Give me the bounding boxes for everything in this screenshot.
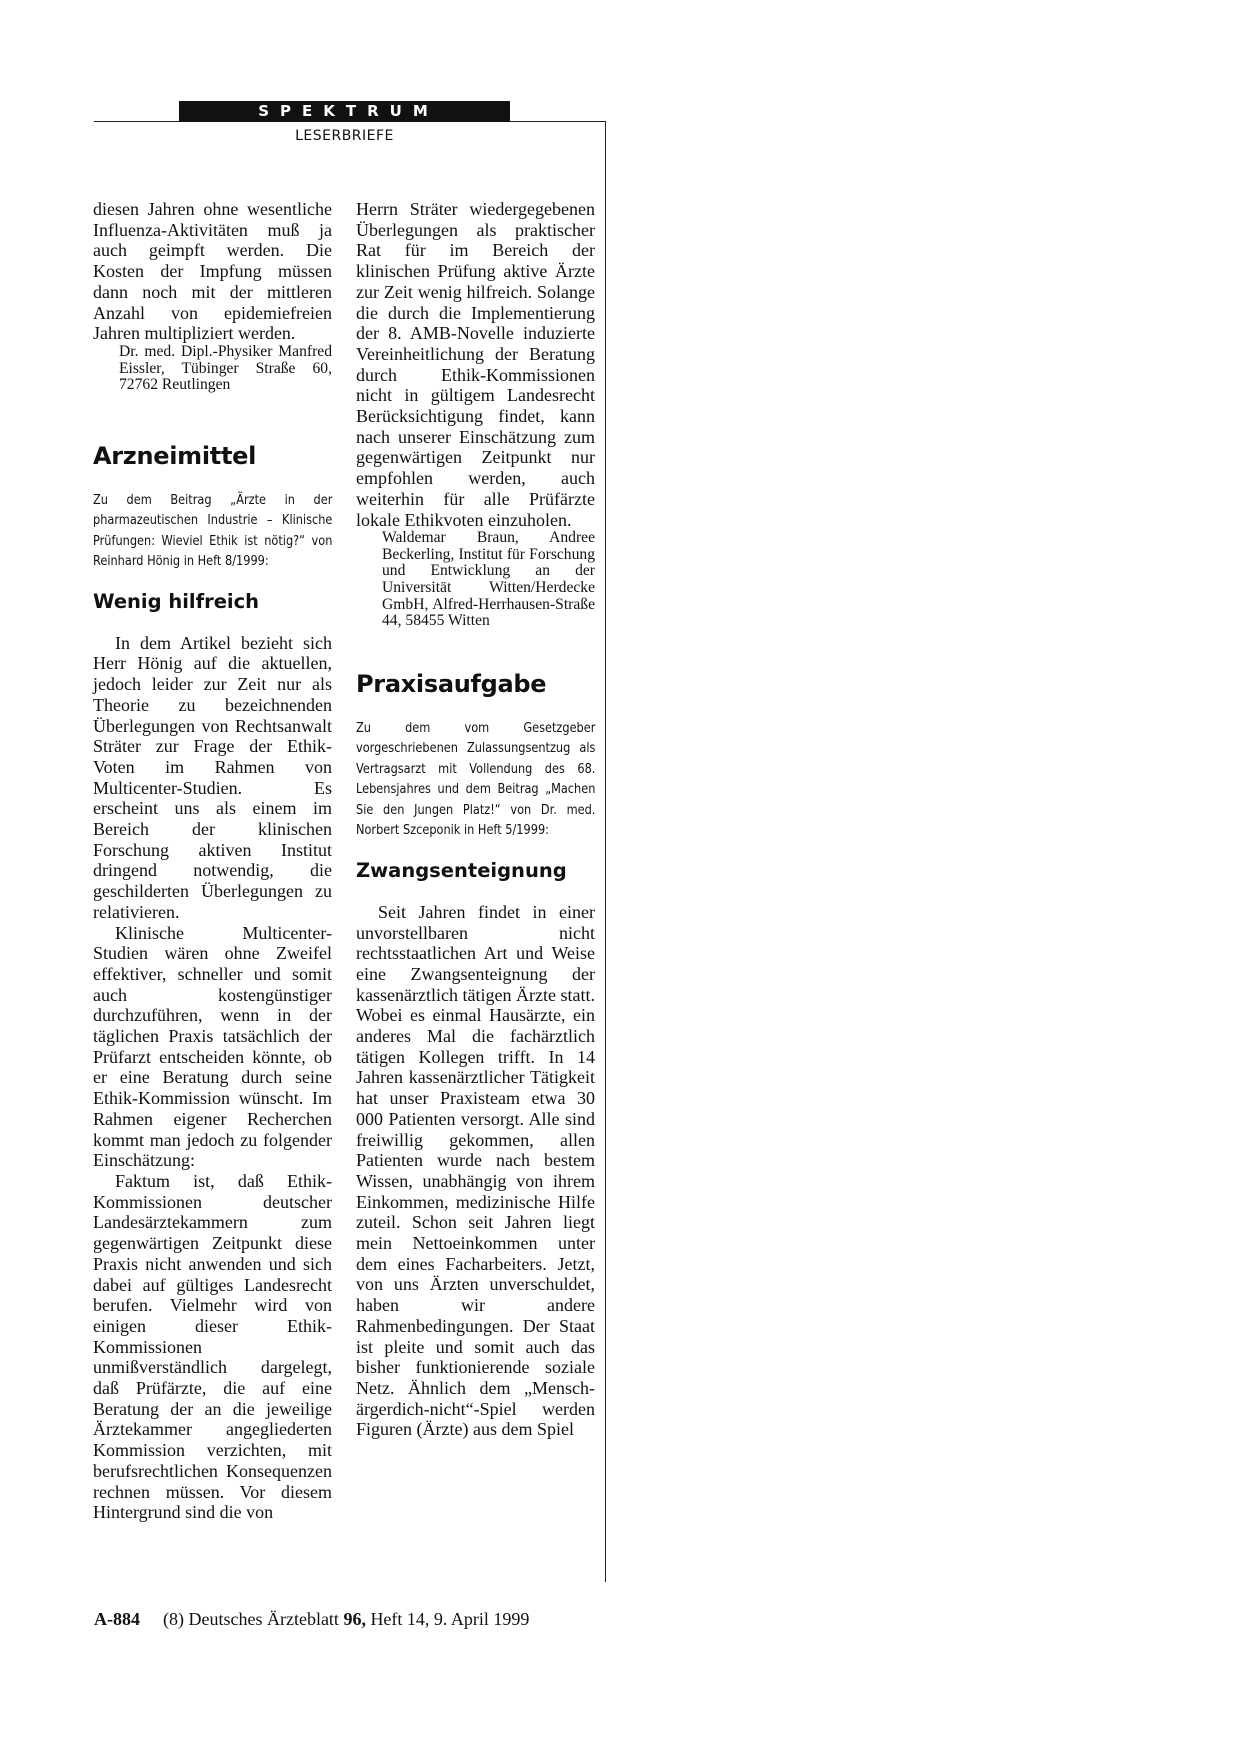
letter1-paragraph: diesen Jahren ohne wesentliche Influenza-Aktivitäten muß ja auch geimpft werden. Die Kosten der Impfung müssen dann noch mit der mittleren Anzahl von epidemiefreien Jahren multipliziert werden. bbox=[93, 199, 332, 344]
letter2-paragraph-2: Klinische Multicenter-Studien wären ohne Zweifel effektiver, schneller und somit auch kostengünstiger durchzuführen, wenn in der täglichen Praxis tatsächlich der Prüfarzt entscheiden könnte, ob er eine Beratung durch seine Ethik-Kommission wünscht. Im Rahmen eigener Recherchen kommt man jedoch zu folgender Einschätzung: bbox=[93, 922, 332, 1171]
letter3-title: Zwangsenteignung bbox=[356, 858, 567, 882]
letter2-signature: Waldemar Braun, Andree Beckerling, Institut für Forschung und Entwicklung an der Universität Witten/Herdecke GmbH, Alfred-Herrhausen-Straße 44, 58455 Witten bbox=[382, 529, 595, 630]
journal-name: (8) Deutsches Ärzteblatt bbox=[163, 1609, 339, 1629]
page-number: A-884 bbox=[94, 1609, 140, 1629]
section-title-praxisaufgabe: Praxisaufgabe bbox=[356, 669, 547, 698]
letter2-title: Wenig hilfreich bbox=[93, 589, 260, 613]
subsection-label: LESERBRIEFE bbox=[295, 128, 394, 144]
page-footer bbox=[94, 1609, 529, 1630]
section-title-arzneimittel: Arzneimittel bbox=[93, 441, 257, 470]
left-column bbox=[93, 199, 332, 1523]
section-label: SPEKTRUM bbox=[179, 101, 510, 122]
issue-date: Heft 14, 9. April 1999 bbox=[370, 1609, 530, 1629]
letter2-paragraph-1: In dem Artikel bezieht sich Herr Hönig auf die aktuellen, jedoch leider zur Zeit nur als Theorie zu bezeichnenden Überlegungen von Rechtsanwalt Sträter zur Frage der Ethik-Voten im Rahmen von Multicenter-Studien. Es erscheint uns als einem im Bereich der klinischen Forschung aktiven Institut dringend notwendig, die geschilderten Überlegungen zu relativieren. bbox=[93, 632, 332, 922]
letter3-paragraph-1: Seit Jahren findet in einer unvorstellbaren nicht rechtsstaatlichen Art und Weise eine Zwangsenteignung der kassenärztlich tätigen Ärzte statt. Wobei es einmal Hausärzte, ein anderes Mal die fachärztlich tätigen Kollegen trifft. In 14 Jahren kassenärztlicher Tätigkeit hat unser Praxisteam etwa 30 000 Patienten versorgt. Alle sind freiwillig gekommen, allen Patienten wurde nach bestem Wissen, unabhängig von ihrem Einkommen, medizinische Hilfe zuteil. Schon seit Jahren liegt mein Nettoeinkommen unter dem eines Facharbeiters. Jetzt, von uns Ärzten unverschuldet, haben wir andere Rahmenbedingungen. Der Staat ist pleite und somit auch das bisher funktionierende soziale Netz. Ähnlich dem „Mensch-ärgerdich-nicht“-Spiel werden Figuren (Ärzte) aus dem Spiel bbox=[356, 901, 595, 1440]
journal-volume: 96, bbox=[343, 1609, 366, 1629]
letter1-signature: Dr. med. Dipl.-Physiker Manfred Eissler, Tübinger Straße 60, 72762 Reutlingen bbox=[119, 342, 332, 394]
letter2-paragraph-4: Herrn Sträter wiedergegebenen Überlegungen als praktischer Rat für im Bereich der klinischen Prüfung aktive Ärzte zur Zeit wenig hilfreich. Solange die durch die Implementierung der 8. AMB-Novelle induzierte Vereinheitlichung der Beratung durch Ethik-Kommissionen nicht in gültigem Landesrecht Berücksichtigung findet, kann nach unserer Einschätzung zum gegenwärtigen Zeitpunkt nur empfohlen werden, auch weiterhin für alle Prüfärzte lokale Ethikvoten einzuholen. bbox=[356, 199, 595, 530]
section2-intro: Zu dem vom Gesetzgeber vorgeschriebenen Zulassungsentzug als Vertragsarzt mit Vollendung des 68. Lebensjahres und dem Beitrag „Machen Sie den Jungen Platz!“ von Dr. med. Norbert Szceponik in Heft 5/1999: bbox=[356, 719, 596, 839]
right-column bbox=[356, 199, 595, 1440]
section1-intro: Zu dem Beitrag „Ärzte in der pharmazeutischen Industrie – Klinische Prüfungen: Wieviel Ethik ist nötig?“ von Reinhard Hönig in Heft 8/1999: bbox=[93, 491, 333, 570]
column-divider bbox=[605, 122, 606, 1582]
letter2-paragraph-3: Faktum ist, daß Ethik-Kommissionen deutscher Landesärztekammern zum gegenwärtigen Zeitpunkt diese Praxis nicht anwenden und sich dabei auf gültiges Landesrecht berufen. Vielmehr wird von einigen dieser Ethik-Kommissionen unmißverständlich dargelegt, daß Prüfärzte, die auf eine Beratung der an die jeweilige Ärztekammer angegliederten Kommission verzichten, mit berufsrechtlichen Konsequenzen rechnen müssen. Vor diesem Hintergrund sind die von bbox=[93, 1170, 332, 1523]
